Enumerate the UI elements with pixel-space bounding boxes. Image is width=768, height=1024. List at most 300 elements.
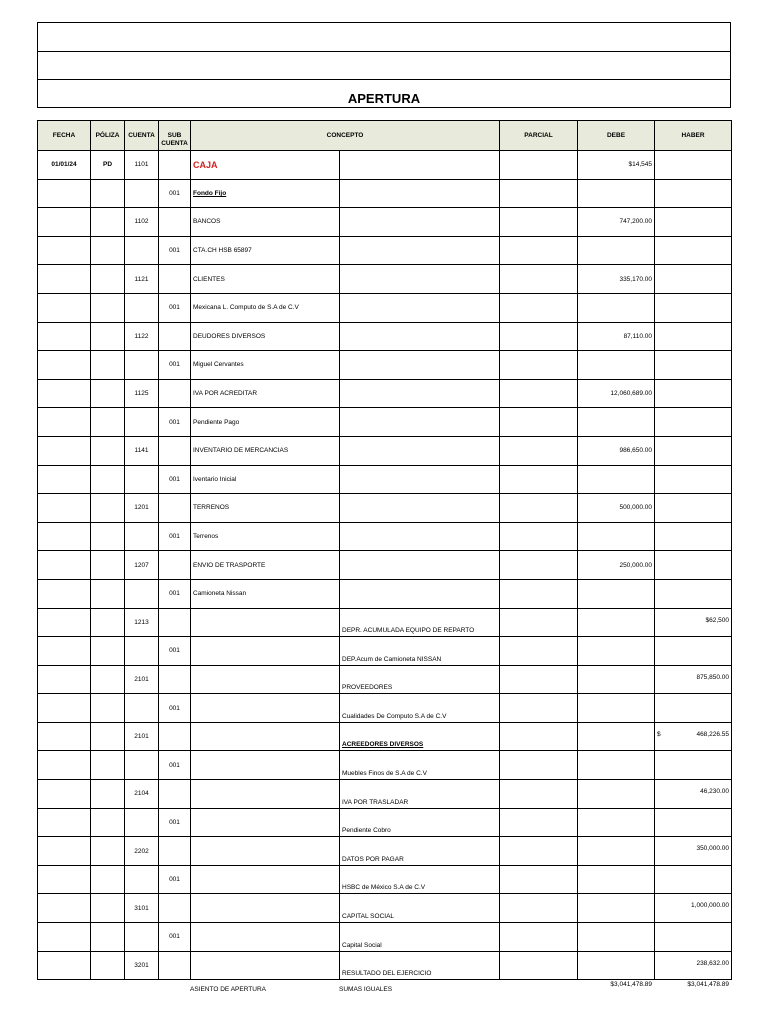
- cell-concepto-account: [191, 551, 340, 580]
- col-header-subcuenta: SUB CUENTA: [159, 121, 191, 151]
- cell-concepto-account: [191, 236, 340, 265]
- concepto-detail-text: Muebles Finos de S.A de C.V: [342, 770, 427, 778]
- cell-subcuenta: [159, 379, 191, 408]
- cell-debe: [578, 923, 655, 952]
- cell-poliza: [91, 780, 125, 809]
- table-row: [38, 665, 732, 694]
- cell-parcial: [500, 322, 578, 351]
- cell-concepto-account: [191, 322, 340, 351]
- cell-fecha: [38, 293, 91, 322]
- cell-cuenta: [125, 808, 159, 837]
- table-row: [38, 837, 732, 866]
- concepto-detail-text: DEPR. ACUMULADA EQUIPO DE REPARTO: [342, 627, 475, 635]
- cell-fecha: [38, 665, 91, 694]
- concepto-account-text: Iventario Inicial: [193, 475, 237, 483]
- cell-subcuenta: 001: [159, 923, 191, 952]
- cell-cuenta: 1213: [125, 608, 159, 637]
- cell-haber: [655, 293, 732, 322]
- cell-parcial: [500, 894, 578, 923]
- cell-subcuenta: 001: [159, 236, 191, 265]
- cell-parcial: [500, 551, 578, 580]
- cell-concepto-account: [191, 265, 340, 294]
- cell-poliza: [91, 694, 125, 723]
- cell-poliza: [91, 408, 125, 437]
- cell-haber: [655, 551, 732, 580]
- cell-debe: [578, 637, 655, 666]
- cell-fecha: [38, 522, 91, 551]
- cell-poliza: [91, 894, 125, 923]
- cell-concepto-detail: [340, 436, 500, 465]
- cell-haber: [655, 179, 732, 208]
- concepto-account-text: TERRENOS: [193, 504, 230, 512]
- cell-concepto-account: [191, 465, 340, 494]
- cell-concepto-detail: [340, 465, 500, 494]
- concepto-detail-text: PROVEEDORES: [342, 684, 393, 692]
- cell-subcuenta: [159, 894, 191, 923]
- cell-haber: [655, 351, 732, 380]
- cell-poliza: [91, 579, 125, 608]
- cell-debe: [578, 951, 655, 980]
- cell-subcuenta: 001: [159, 751, 191, 780]
- cell-concepto-account: [191, 722, 340, 751]
- concepto-account-text: Pendiente Pago: [193, 418, 240, 426]
- cell-fecha: [38, 551, 91, 580]
- cell-concepto-account: [191, 923, 340, 952]
- cell-cuenta: [125, 637, 159, 666]
- footer-total-debe: $3,041,478.89: [610, 981, 652, 988]
- cell-concepto-detail: [340, 293, 500, 322]
- cell-concepto-detail: [340, 837, 500, 866]
- cell-subcuenta: [159, 722, 191, 751]
- cell-debe: [578, 236, 655, 265]
- cell-subcuenta: 001: [159, 351, 191, 380]
- cell-concepto-detail: [340, 665, 500, 694]
- cell-poliza: [91, 665, 125, 694]
- concepto-account-text: BANCOS: [193, 218, 221, 226]
- cell-concepto-account: [191, 751, 340, 780]
- cell-cuenta: 1121: [125, 265, 159, 294]
- cell-cuenta: 1141: [125, 436, 159, 465]
- cell-concepto-account: [191, 637, 340, 666]
- cell-debe: [578, 694, 655, 723]
- table-row: [38, 608, 732, 637]
- cell-haber: [655, 408, 732, 437]
- col-header-haber: HABER: [655, 121, 732, 151]
- table-row: [38, 208, 732, 237]
- cell-poliza: [91, 379, 125, 408]
- cell-fecha: [38, 694, 91, 723]
- cell-subcuenta: 001: [159, 694, 191, 723]
- cell-fecha: [38, 751, 91, 780]
- cell-concepto-account: [191, 608, 340, 637]
- concepto-account-text: IVA POR ACREDITAR: [193, 390, 258, 398]
- cell-debe: 87,110.00: [578, 322, 655, 351]
- cell-haber: [655, 522, 732, 551]
- cell-subcuenta: [159, 208, 191, 237]
- cell-poliza: [91, 465, 125, 494]
- cell-cuenta: [125, 351, 159, 380]
- cell-debe: [578, 751, 655, 780]
- cell-cuenta: [125, 408, 159, 437]
- cell-concepto-detail: [340, 808, 500, 837]
- cell-haber: [655, 722, 732, 751]
- cell-concepto-account: [191, 208, 340, 237]
- cell-subcuenta: 001: [159, 465, 191, 494]
- cell-haber: [655, 379, 732, 408]
- concepto-detail-text: IVA POR TRASLADAR: [342, 798, 409, 806]
- cell-debe: [578, 865, 655, 894]
- cell-parcial: [500, 951, 578, 980]
- cell-poliza: [91, 808, 125, 837]
- table-row: [38, 722, 732, 751]
- table-row: [38, 322, 732, 351]
- cell-haber: [655, 208, 732, 237]
- cell-poliza: [91, 236, 125, 265]
- table-row: [38, 808, 732, 837]
- haber-value: 468,226.55: [696, 730, 729, 738]
- cell-poliza: [91, 208, 125, 237]
- cell-concepto-detail: [340, 322, 500, 351]
- cell-concepto-account: [191, 865, 340, 894]
- table-row: [38, 265, 732, 294]
- cell-subcuenta: [159, 665, 191, 694]
- cell-haber: [655, 751, 732, 780]
- cell-debe: 747,200.00: [578, 208, 655, 237]
- cell-parcial: [500, 665, 578, 694]
- cell-concepto-detail: [340, 236, 500, 265]
- cell-fecha: [38, 637, 91, 666]
- concepto-account-text: INVENTARIO DE MERCANCIAS: [193, 447, 289, 455]
- cell-debe: [578, 522, 655, 551]
- cell-fecha: [38, 179, 91, 208]
- table-row: [38, 894, 732, 923]
- cell-haber: [655, 694, 732, 723]
- cell-debe: [578, 579, 655, 608]
- cell-haber: 1,000,000.00: [655, 894, 732, 923]
- cell-concepto-detail: [340, 865, 500, 894]
- cell-poliza: [91, 265, 125, 294]
- cell-fecha: [38, 608, 91, 637]
- cell-subcuenta: [159, 608, 191, 637]
- cell-poliza: [91, 923, 125, 952]
- cell-cuenta: [125, 923, 159, 952]
- table-row: [38, 408, 732, 437]
- cell-concepto-account: [191, 894, 340, 923]
- cell-haber: [655, 265, 732, 294]
- cell-parcial: [500, 637, 578, 666]
- page-title: APERTURA: [37, 79, 731, 108]
- cell-parcial: [500, 408, 578, 437]
- cell-poliza: [91, 608, 125, 637]
- cell-parcial: [500, 293, 578, 322]
- cell-debe: [578, 179, 655, 208]
- cell-haber: [655, 151, 732, 180]
- concepto-account-text: CLIENTES: [193, 275, 225, 283]
- cell-subcuenta: [159, 951, 191, 980]
- cell-fecha: [38, 722, 91, 751]
- cell-concepto-account: [191, 293, 340, 322]
- cell-subcuenta: [159, 436, 191, 465]
- cell-cuenta: 2101: [125, 665, 159, 694]
- footer-sumas-label: SUMAS IGUALES: [339, 986, 393, 993]
- cell-fecha: [38, 865, 91, 894]
- cell-parcial: [500, 265, 578, 294]
- cell-debe: [578, 722, 655, 751]
- cell-concepto-account: [191, 579, 340, 608]
- cell-haber: [655, 923, 732, 952]
- table-row: [38, 351, 732, 380]
- cell-concepto-detail: [340, 522, 500, 551]
- cell-haber: [655, 579, 732, 608]
- table-row: [38, 694, 732, 723]
- cell-subcuenta: [159, 151, 191, 180]
- cell-fecha: [38, 322, 91, 351]
- concepto-account-text: Camioneta Nissan: [193, 590, 247, 598]
- cell-concepto-detail: [340, 722, 500, 751]
- concepto-detail-text: DATOS POR PAGAR: [342, 855, 404, 863]
- cell-haber: [655, 865, 732, 894]
- col-header-fecha: FECHA: [38, 121, 91, 151]
- cell-cuenta: 3101: [125, 894, 159, 923]
- cell-poliza: [91, 722, 125, 751]
- cell-fecha: [38, 808, 91, 837]
- cell-subcuenta: 001: [159, 179, 191, 208]
- cell-poliza: [91, 837, 125, 866]
- cell-concepto-account: [191, 379, 340, 408]
- cell-concepto-account: [191, 837, 340, 866]
- cell-parcial: [500, 379, 578, 408]
- cell-cuenta: [125, 865, 159, 894]
- concepto-account-text: Mexicana L. Computo de S.A de C.V: [193, 304, 299, 312]
- cell-debe: [578, 408, 655, 437]
- cell-concepto-detail: [340, 265, 500, 294]
- cell-debe: 500,000.00: [578, 494, 655, 523]
- cell-poliza: [91, 865, 125, 894]
- cell-cuenta: 2101: [125, 722, 159, 751]
- col-header-concepto: CONCEPTO: [191, 121, 500, 151]
- cell-cuenta: 2104: [125, 780, 159, 809]
- cell-parcial: [500, 722, 578, 751]
- cell-fecha: [38, 379, 91, 408]
- table-row: [38, 780, 732, 809]
- cell-debe: [578, 808, 655, 837]
- cell-cuenta: 1102: [125, 208, 159, 237]
- cell-haber: [655, 465, 732, 494]
- cell-fecha: [38, 780, 91, 809]
- cell-poliza: [91, 637, 125, 666]
- cell-parcial: [500, 694, 578, 723]
- cell-concepto-detail: [340, 379, 500, 408]
- cell-parcial: [500, 208, 578, 237]
- cell-subcuenta: 001: [159, 808, 191, 837]
- cell-concepto-detail: [340, 751, 500, 780]
- cell-subcuenta: 001: [159, 637, 191, 666]
- table-row: [38, 551, 732, 580]
- table-row: [38, 494, 732, 523]
- cell-debe: [578, 665, 655, 694]
- cell-parcial: [500, 179, 578, 208]
- cell-parcial: [500, 751, 578, 780]
- cell-haber: [655, 322, 732, 351]
- cell-subcuenta: 001: [159, 293, 191, 322]
- cell-haber: 46,230.00: [655, 780, 732, 809]
- table-header-row: [38, 121, 732, 151]
- cell-concepto-account: [191, 351, 340, 380]
- cell-concepto-detail: [340, 151, 500, 180]
- cell-debe: 250,000.00: [578, 551, 655, 580]
- col-header-debe: DEBE: [578, 121, 655, 151]
- cell-cuenta: 3201: [125, 951, 159, 980]
- cell-concepto-account: [191, 665, 340, 694]
- cell-concepto-detail: [340, 408, 500, 437]
- cell-concepto-detail: [340, 551, 500, 580]
- cell-fecha: 01/01/24: [38, 151, 91, 180]
- cell-cuenta: [125, 579, 159, 608]
- cell-debe: [578, 293, 655, 322]
- cell-haber: [655, 808, 732, 837]
- concepto-detail-text: Cualidades De Computo S.A de C.V: [342, 712, 447, 720]
- cell-fecha: [38, 951, 91, 980]
- cell-fecha: [38, 465, 91, 494]
- cell-haber: [655, 494, 732, 523]
- table-row: [38, 751, 732, 780]
- concepto-detail-text: Pendiente Cobro: [342, 827, 391, 835]
- cell-subcuenta: 001: [159, 579, 191, 608]
- footer-asiento-label: ASIENTO DE APERTURA: [190, 986, 266, 993]
- cell-concepto-detail: [340, 694, 500, 723]
- cell-subcuenta: [159, 837, 191, 866]
- table-row: [38, 236, 732, 265]
- cell-poliza: [91, 951, 125, 980]
- cell-concepto-detail: [340, 208, 500, 237]
- cell-concepto-account: [191, 151, 340, 180]
- cell-concepto-account: [191, 694, 340, 723]
- concepto-detail-text: ACREEDORES DIVERSOS: [342, 741, 424, 749]
- cell-parcial: [500, 522, 578, 551]
- cell-fecha: [38, 265, 91, 294]
- cell-fecha: [38, 436, 91, 465]
- concepto-detail-text: CAPITAL SOCIAL: [342, 913, 395, 921]
- cell-parcial: [500, 151, 578, 180]
- cell-poliza: [91, 522, 125, 551]
- concepto-detail-text: HSBC de México S.A de C.V: [342, 884, 426, 892]
- cell-debe: [578, 780, 655, 809]
- concepto-detail-text: DEP.Acum de Camioneta NISSAN: [342, 655, 442, 663]
- concepto-detail-text: Capital Social: [342, 941, 382, 949]
- cell-concepto-detail: [340, 351, 500, 380]
- table-row: [38, 579, 732, 608]
- cell-concepto-detail: [340, 923, 500, 952]
- cell-debe: [578, 608, 655, 637]
- ledger-table: [37, 120, 732, 980]
- cell-debe: 335,170.00: [578, 265, 655, 294]
- concepto-account-text: DEUDORES DIVERSOS: [193, 332, 266, 340]
- cell-poliza: [91, 494, 125, 523]
- cell-concepto-account: [191, 808, 340, 837]
- cell-parcial: [500, 236, 578, 265]
- table-row: [38, 179, 732, 208]
- cell-parcial: [500, 494, 578, 523]
- table-row: [38, 436, 732, 465]
- cell-debe: [578, 837, 655, 866]
- cell-cuenta: [125, 465, 159, 494]
- cell-poliza: [91, 351, 125, 380]
- cell-cuenta: [125, 293, 159, 322]
- cell-concepto-account: [191, 408, 340, 437]
- cell-debe: [578, 351, 655, 380]
- cell-fecha: [38, 494, 91, 523]
- cell-subcuenta: [159, 551, 191, 580]
- cell-concepto-detail: [340, 579, 500, 608]
- concepto-account-text: CAJA: [193, 159, 218, 170]
- cell-debe: 986,650.00: [578, 436, 655, 465]
- table-row: [38, 379, 732, 408]
- cell-cuenta: [125, 694, 159, 723]
- cell-haber: 238,632.00: [655, 951, 732, 980]
- table-row: [38, 522, 732, 551]
- cell-poliza: [91, 293, 125, 322]
- cell-parcial: [500, 579, 578, 608]
- cell-subcuenta: [159, 494, 191, 523]
- concepto-account-text: Fondo Fijo: [193, 189, 227, 197]
- cell-poliza: [91, 179, 125, 208]
- header-line-1: [37, 22, 731, 52]
- header-line-2: [37, 51, 731, 80]
- cell-fecha: [38, 579, 91, 608]
- cell-cuenta: 1207: [125, 551, 159, 580]
- cell-fecha: [38, 236, 91, 265]
- cell-parcial: [500, 865, 578, 894]
- cell-cuenta: [125, 179, 159, 208]
- cell-parcial: [500, 436, 578, 465]
- cell-concepto-detail: [340, 637, 500, 666]
- cell-concepto-account: [191, 780, 340, 809]
- table-row: [38, 293, 732, 322]
- concepto-account-text: Miguel Cervantes: [193, 361, 244, 369]
- cell-fecha: [38, 923, 91, 952]
- cell-debe: 12,060,689.00: [578, 379, 655, 408]
- cell-debe: [578, 465, 655, 494]
- table-row: [38, 951, 732, 980]
- cell-concepto-account: [191, 951, 340, 980]
- cell-fecha: [38, 837, 91, 866]
- table-row: [38, 637, 732, 666]
- cell-parcial: [500, 608, 578, 637]
- cell-fecha: [38, 351, 91, 380]
- cell-poliza: [91, 436, 125, 465]
- cell-concepto-detail: [340, 951, 500, 980]
- haber-currency-symbol: $: [657, 730, 661, 738]
- concepto-account-text: ENVIO DE TRASPORTE: [193, 561, 266, 569]
- cell-cuenta: 2202: [125, 837, 159, 866]
- cell-cuenta: [125, 236, 159, 265]
- cell-poliza: [91, 751, 125, 780]
- cell-cuenta: 1101: [125, 151, 159, 180]
- cell-parcial: [500, 923, 578, 952]
- cell-parcial: [500, 780, 578, 809]
- cell-parcial: [500, 351, 578, 380]
- cell-subcuenta: 001: [159, 865, 191, 894]
- cell-concepto-detail: [340, 608, 500, 637]
- cell-fecha: [38, 894, 91, 923]
- cell-poliza: PD: [91, 151, 125, 180]
- col-header-parcial: PARCIAL: [500, 121, 578, 151]
- cell-subcuenta: [159, 322, 191, 351]
- col-header-cuenta: CUENTA: [125, 121, 159, 151]
- table-row: [38, 151, 732, 180]
- cell-debe: [578, 894, 655, 923]
- cell-concepto-detail: [340, 894, 500, 923]
